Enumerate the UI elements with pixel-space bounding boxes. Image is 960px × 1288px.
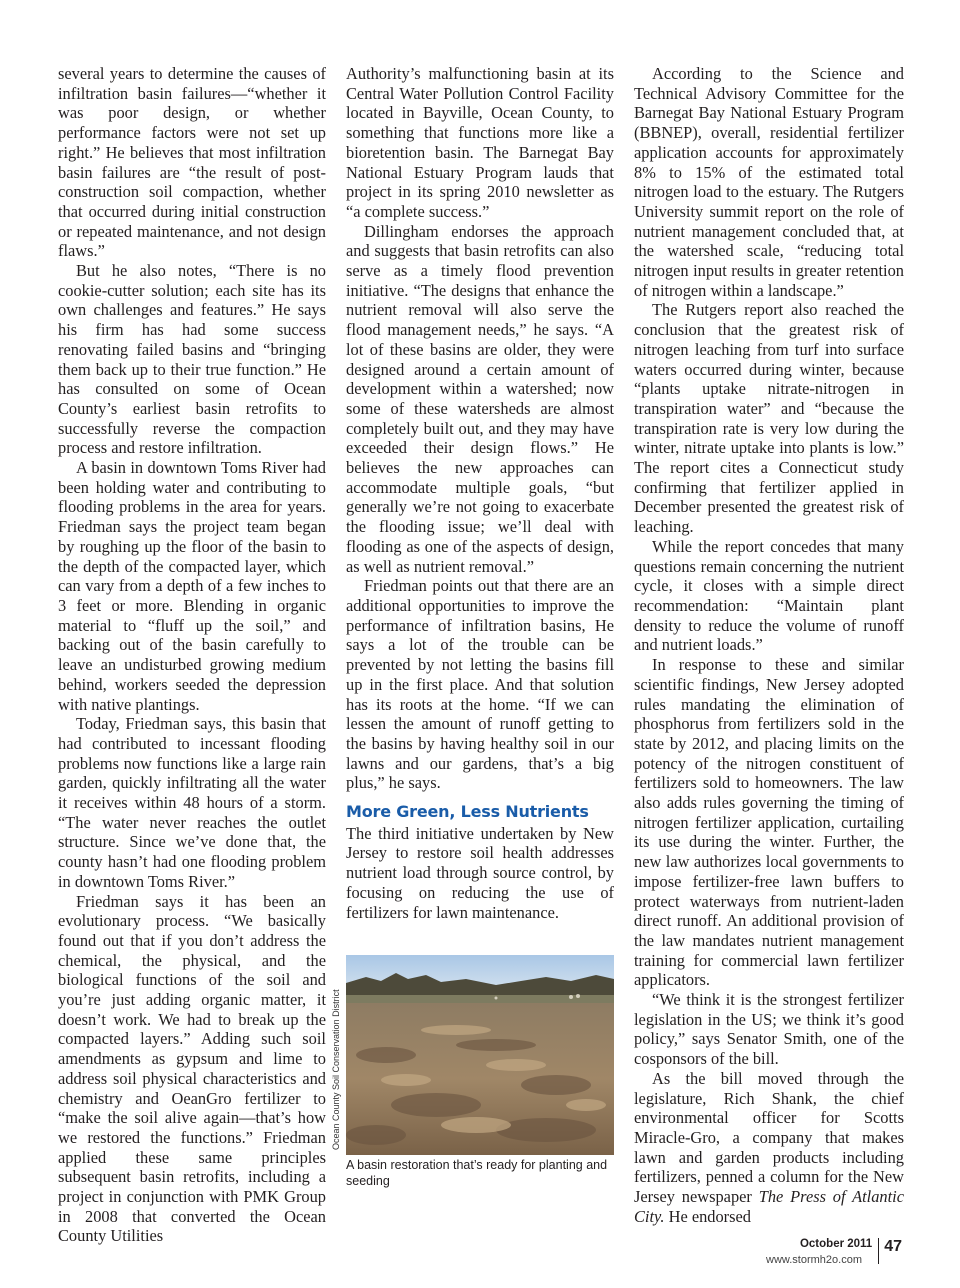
photo-credit: Ocean County Soil Conservation District	[331, 989, 341, 1150]
column-1	[58, 64, 326, 1246]
footer-divider	[878, 1238, 879, 1264]
section-subhead: More Green, Less Nutrients	[346, 802, 589, 822]
paragraph: Dillingham endorses the approach and suggests that basin retrofits can also serve as a timely flood prevention initiative. “The designs that enhance the nutrient removal will also serve the flood management needs,” he says. “A lot of these basins are older, they were designed around a certain amount of development within a watershed; now some of these watersheds are almost completely built out, and they may have exceeded their design flows.” He believes the new approaches can accommodate multiple goals, “but generally we’re not going to exacerbate the flooding issue; we’ll deal with flooding as one of the aspects of design, as well as nutrient removal.”	[346, 221, 614, 576]
paragraph: But he also notes, “There is no cookie-cutter solution; each site has its own challenges and features.” He says his firm has had some success renovating failed basins and “bringing them back up to their true function.” He has consulted on some of Ocean County’s earliest basin retrofits to successfully reverse the compaction process and restore infiltration.	[58, 261, 326, 458]
column-3	[634, 64, 904, 1226]
paragraph: Friedman says it has been an evolutionary process. “We basically found out that if you don’t address the chemical, the physical, and the biological functions of the soil and you’re just adding organic matter, it doesn’t work. We had to break up the compacted layers.” Adding such soil amendments as gypsum and lime to address soil physical characteristics and chemistry and OeanGro fertilizer to “make the soil alive again—that’s how we restored the functions.” Friedman applied these same principles subsequent basin retrofits, including a project in conjunction with PMK Group in 2008 that converted the Ocean County Utilities	[58, 891, 326, 1246]
site-url[interactable]: www.stormh2o.com	[766, 1254, 862, 1266]
paragraph: Friedman points out that there are an additional opportunities to improve the performance of infiltration basins, He says a lot of the trouble can be prevented by not letting the basins fill up in the first place. And that solution has its roots at the home. “If we can lessen the amount of runoff getting to the basins by having healthy soil in our lawns and our gardens, that’s a big plus,” he says.	[346, 576, 614, 793]
paragraph: While the report concedes that many questions remain concerning the nutrient cycle, it closes with a simple direct recommendation: “Maintain plant density to reduce the volume of runoff and nutrient loads.”	[634, 536, 904, 655]
paragraph	[634, 1069, 904, 1227]
paragraph: In response to these and similar scientific findings, New Jersey adopted rules mandating the elimination of phosphorus from fertilizers sold in the state by 2012, and placing limits on the potency of the nitrogen constituent of fertilizers sold to homeowners. The law also adds rules governing the timing of nitrogen fertilizer application, curtailing its use during the winter. Further, the new law authorizes local governments to impose fertilizer-free lawn buffers to protect waterways from nutrient-laden direct runoff. An additional provision of the law mandates nutrient management training for commercial lawn fertilizer applicators.	[634, 655, 904, 990]
issue-date: October 2011	[799, 1238, 873, 1250]
basin-photo	[346, 955, 614, 1155]
paragraph-text: He endorsed	[664, 1206, 751, 1226]
paragraph: Today, Friedman says, this basin that had contributed to incessant flooding problems now functions like a large rain garden, quickly infiltrating all the water it receives within 48 hours of a storm. “The water never reaches the outlet structure. Since we’ve done that, the county hasn’t had one flooding problem in downtown Toms River.”	[58, 714, 326, 891]
page-footer	[766, 1238, 902, 1266]
paragraph: “We think it is the strongest fertilizer legislation in the US; we think it’s good policy,” says Senator Smith, one of the cosponsors of the bill.	[634, 990, 904, 1069]
paragraph: several years to determine the causes of infiltration basin failures—“whether it was poor design, or whether performance factors were not set up right.” He believes that most infiltration basin failures are “the result of post-construction soil compaction, whether that occurred during initial construction or repeated maintenance, and not design flaws.”	[58, 64, 326, 261]
paragraph: Authority’s malfunctioning basin at its Central Water Pollution Control Facility located in Bayville, Ocean County, to something that functions more like a bioretention basin. The Barnegat Bay National Estuary Program lauds that project in its spring 2010 newsletter as “a complete success.”	[346, 64, 614, 221]
paragraph: The Rutgers report also reached the conclusion that the greatest risk of nitrogen leaching from turf into surface waters occurred during winter, because “plants uptake nitrate-nitrogen in transpiration water” and “because the transpiration rate is very low during the winter, nitrate uptake into plants is low.” The report cites a Connecticut study confirming that fertilizer applied in December presented the greatest risk of leaching.	[634, 300, 904, 537]
page-number: 47	[884, 1238, 902, 1255]
paragraph: According to the Science and Technical Advisory Committee for the Barnegat Bay National Estuary Program (BBNEP), overall, residential fertilizer application accounts for approximately 8% to 15% of the estimated total nitrogen load to the estuary. The Rutgers University summit report on the role of nutrient management concluded that, at the watershed scale, “reducing total nitrogen input results in greater retention of nitrogen within a landscape.”	[634, 64, 904, 300]
basin-photo-illustration	[346, 955, 614, 1155]
newspaper-title: The Press of Atlantic City.	[634, 1187, 904, 1226]
paragraph: The third initiative undertaken by New Jersey to restore soil health addresses nutrient load through source control, by focusing on reducing the use of fertilizers for lawn maintenance.	[346, 823, 614, 922]
photo-caption: A basin restoration that’s ready for planting and seeding	[346, 1158, 608, 1188]
paragraph: A basin in downtown Toms River had been holding water and contributing to flooding problems in the area for years. Friedman says the project team began by roughing up the floor of the basin to the depth of the compacted layer, which can vary from a depth of a few inches to 3 feet or more. Blending in organic material to “fluff up the soil,” and backing out of the basin carefully to leave an undisturbed growing medium behind, workers seeded the depression with native plantings.	[58, 458, 326, 714]
column-2	[346, 64, 614, 922]
paragraph-text: As the bill moved through the legislature, Rich Shank, the chief environmental officer for Scotts Miracle-Gro, a company that makes lawn and garden products including fertilizers, penned a column for the New Jersey newspaper	[634, 1068, 904, 1207]
